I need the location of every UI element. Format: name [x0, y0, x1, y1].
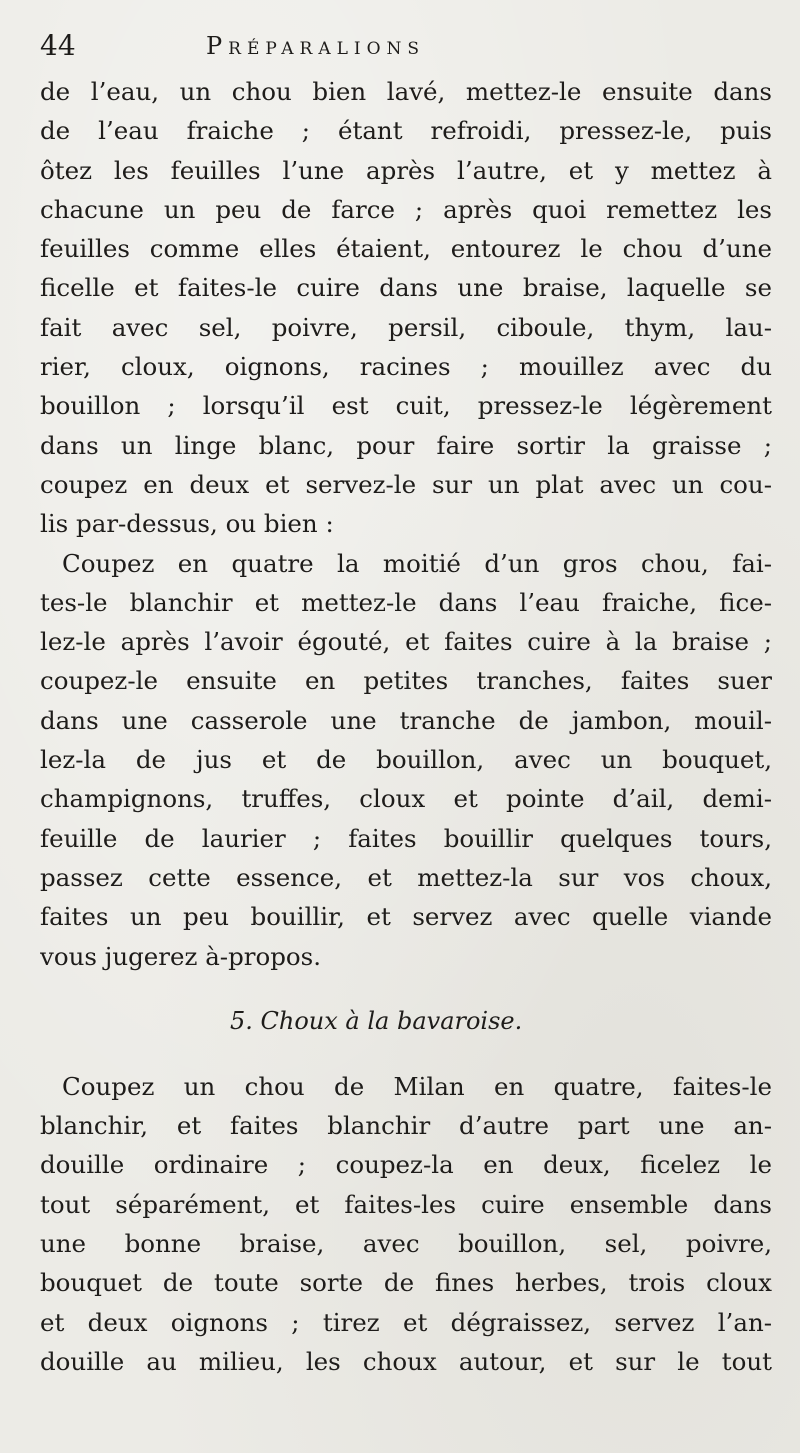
page-number: 44: [40, 29, 76, 62]
running-head: Préparalions: [206, 32, 426, 60]
text-line: de l’eau fraiche ; étant refroidi, pressez-le, puis: [40, 116, 772, 146]
page-header: [40, 26, 780, 66]
section-heading: 5. Choux à la bavaroise.: [230, 1006, 523, 1035]
text-line: Coupez un chou de Milan en quatre, faites-le: [62, 1071, 772, 1101]
text-line: dans une casserole une tranche de jambon, mouil-: [40, 705, 772, 735]
text-line: douille ordinaire ; coupez-la en deux, ficelez le: [40, 1150, 772, 1180]
text-line: chacune un peu de farce ; après quoi remettez les: [40, 194, 772, 224]
text-line: et deux oignons ; tirez et dégraissez, servez l’an-: [40, 1307, 772, 1337]
text-line: coupez-le ensuite en petites tranches, faites suer: [40, 666, 772, 696]
text-line: feuilles comme elles étaient, entourez le chou d’une: [40, 234, 772, 264]
text-line: vous jugerez à-propos.: [40, 941, 322, 971]
text-line: champignons, truffes, cloux et pointe d’ail, demi-: [40, 784, 772, 814]
text-line: lez-la de jus et de bouillon, avec un bouquet,: [40, 745, 772, 775]
paragraph-bavaroise-recipe: [40, 1067, 772, 1381]
text-line: lez-le après l’avoir égouté, et faites cuire à la braise ;: [40, 627, 772, 657]
text-line: ficelle et faites-le cuire dans une braise, laquelle se: [40, 273, 772, 303]
section-spacer: [40, 1041, 772, 1067]
text-line: douille au milieu, les choux autour, et sur le tout: [40, 1346, 772, 1376]
text-line: passez cette essence, et mettez-la sur vos choux,: [40, 862, 772, 892]
text-line: blanchir, et faites blanchir d’autre part une an-: [40, 1111, 772, 1141]
section-spacer: [40, 976, 772, 1002]
text-line: coupez en deux et servez-le sur un plat avec un cou-: [40, 469, 772, 499]
text-line: dans un linge blanc, pour faire sortir la graisse ;: [40, 430, 772, 460]
text-line: tout séparément, et faites-les cuire ensemble dans: [40, 1189, 772, 1219]
text-line: une bonne braise, avec bouillon, sel, poivre,: [40, 1229, 772, 1259]
body-text: [40, 72, 772, 1381]
text-line: rier, cloux, oignons, racines ; mouillez avec du: [40, 352, 772, 382]
text-line: de l’eau, un chou bien lavé, mettez-le ensuite dans: [40, 77, 772, 106]
paragraph-continued: [40, 72, 772, 544]
text-line: bouillon ; lorsqu’il est cuit, pressez-le légèrement: [40, 391, 772, 421]
paragraph-variant-recipe: [40, 544, 772, 976]
text-line: faites un peu bouillir, et servez avec quelle viande: [40, 902, 772, 932]
text-line: tes-le blanchir et mettez-le dans l’eau fraiche, fice-: [40, 587, 772, 617]
text-line: Coupez en quatre la moitié d’un gros chou, fai-: [62, 548, 772, 578]
text-line: feuille de laurier ; faites bouillir quelques tours,: [40, 823, 772, 853]
text-line: ôtez les feuilles l’une après l’autre, et y mettez à: [40, 155, 772, 185]
text-line: bouquet de toute sorte de fines herbes, trois cloux: [40, 1268, 772, 1298]
text-line: lis par-dessus, ou bien :: [40, 509, 334, 539]
text-line: fait avec sel, poivre, persil, ciboule, thym, lau-: [40, 312, 772, 342]
